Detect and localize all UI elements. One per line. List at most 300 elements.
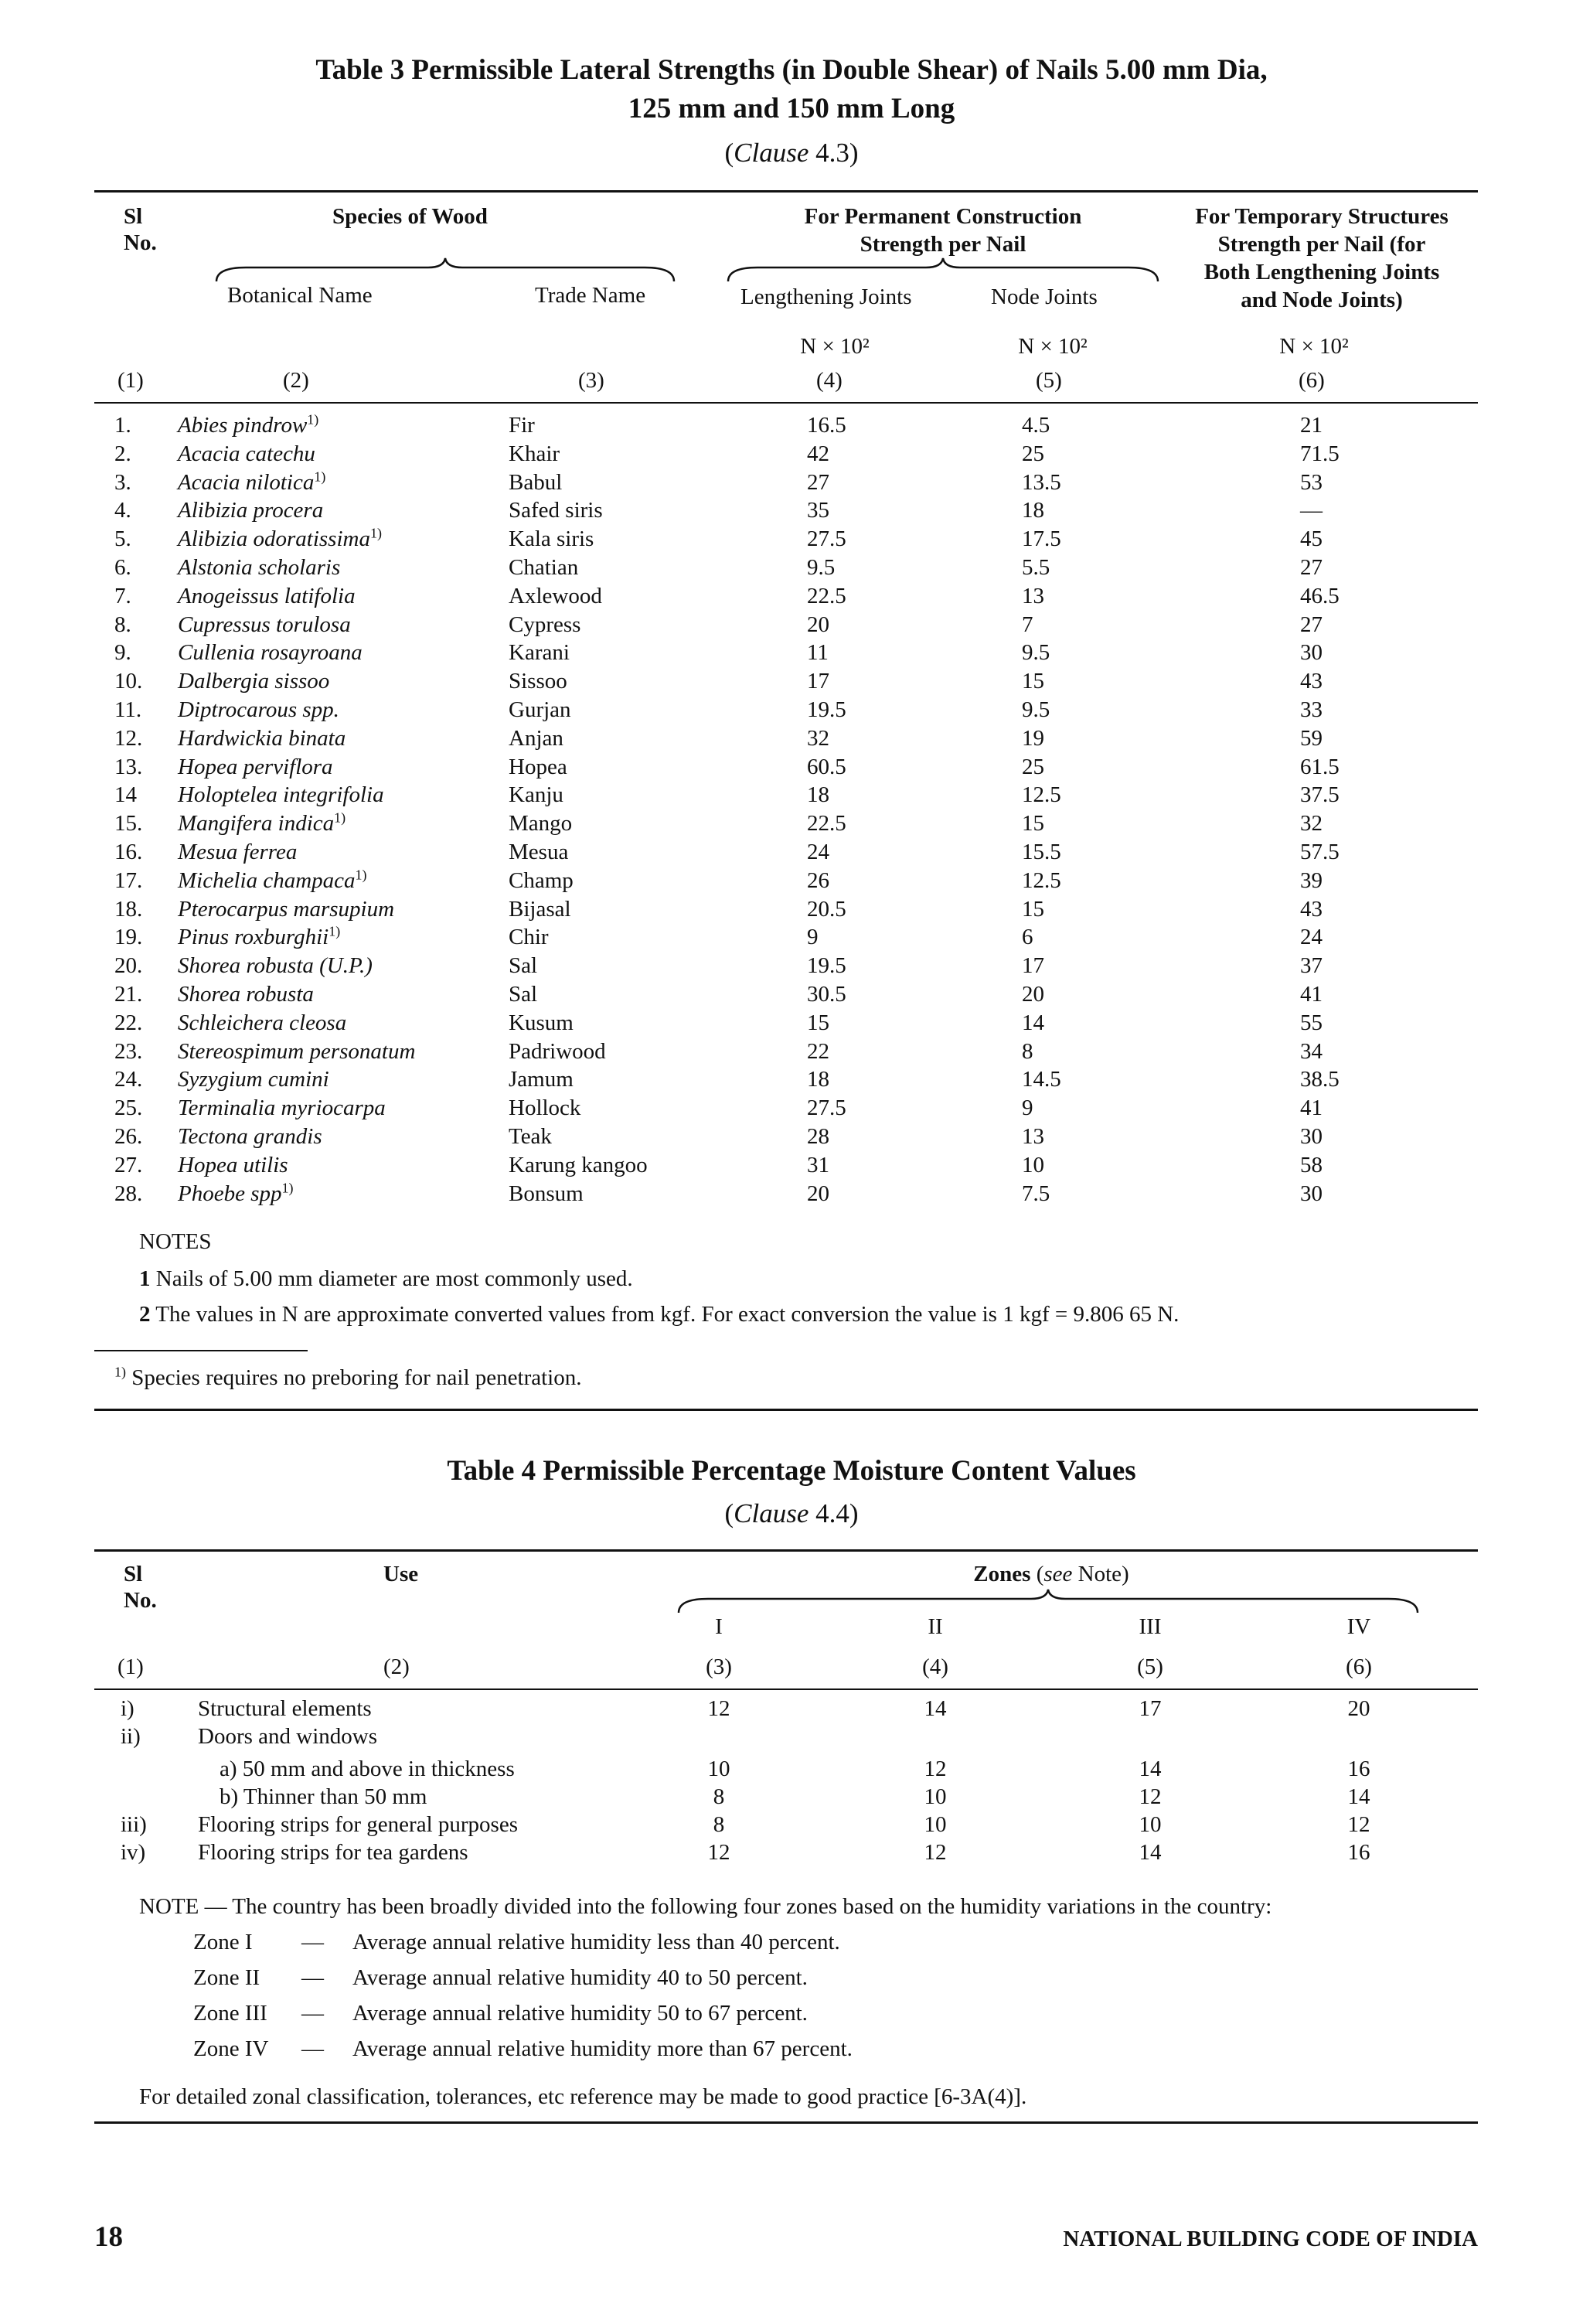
table-row	[0, 980, 1583, 1009]
use-text: Flooring strips for tea gardens	[198, 1840, 468, 1865]
lengthening-value: 24	[807, 840, 829, 864]
zone-description: Average annual relative humidity 40 to 50 percent.	[352, 1965, 808, 1990]
node-value: 13	[1022, 1124, 1044, 1149]
node-value: 15.5	[1022, 840, 1061, 864]
sl-number: 17.	[114, 868, 143, 893]
lengthening-value: 60.5	[807, 755, 846, 779]
zone-z1-value: 12	[707, 1696, 730, 1721]
t4-col-num-4: (4)	[922, 1654, 948, 1679]
lengthening-value: 27	[807, 470, 829, 495]
zone-z2-value: 12	[924, 1840, 947, 1865]
node-value: 13	[1022, 584, 1044, 608]
sl-number: 1.	[114, 413, 131, 438]
temporary-value: 57.5	[1300, 840, 1340, 864]
zone-z3-value: 10	[1139, 1812, 1162, 1837]
botanical-name-text: Alibizia odoratissima	[178, 526, 370, 551]
botanical-name	[178, 525, 382, 554]
temporary-value: 61.5	[1300, 755, 1340, 779]
botanical-name	[178, 469, 325, 497]
table-row	[0, 1755, 1583, 1784]
use-text: Structural elements	[198, 1696, 372, 1721]
botanical-name	[178, 781, 384, 809]
table-row	[0, 895, 1583, 924]
botanical-name-text: Alstonia scholaris	[178, 555, 341, 580]
botanical-name-text: Anogeissus latifolia	[178, 584, 356, 608]
botanical-name-text: Acacia nilotica	[178, 470, 315, 495]
table-row	[0, 1038, 1583, 1066]
node-value: 9.5	[1022, 640, 1050, 665]
table-row	[0, 867, 1583, 895]
sl-number: 18.	[114, 897, 143, 922]
trade-name: Chatian	[509, 555, 579, 580]
lengthening-value: 32	[807, 726, 829, 751]
use-text: Flooring strips for general purposes	[198, 1812, 518, 1837]
zone-label: Zone II	[193, 1965, 260, 1990]
lengthening-value: 42	[807, 441, 829, 466]
use-text: Doors and windows	[198, 1724, 377, 1749]
temporary-value: 43	[1300, 669, 1323, 693]
trade-name: Axlewood	[509, 584, 602, 608]
node-value: 25	[1022, 755, 1044, 779]
botanical-name-text: Alibizia procera	[178, 498, 324, 523]
botanical-name-text: Abies pindrow	[178, 413, 308, 438]
zone-z2-value: 14	[924, 1696, 947, 1721]
node-value: 14	[1022, 1010, 1044, 1035]
node-value: 5.5	[1022, 555, 1050, 580]
trade-name: Bonsum	[509, 1181, 584, 1206]
trade-name: Anjan	[509, 726, 563, 751]
botanical-name-text: Acacia catechu	[178, 441, 315, 466]
table4-clause: (Clause 4.4)	[724, 1498, 859, 1528]
lengthening-value: 9	[807, 925, 819, 949]
lengthening-value: 11	[807, 640, 829, 665]
zone-dash: —	[301, 1930, 324, 1954]
trade-name: Jamum	[509, 1067, 574, 1092]
sl-number: 22.	[114, 1010, 143, 1035]
footnote-mark: 1)	[307, 411, 319, 428]
table3-notes-title: NOTES	[139, 1229, 212, 1254]
footnote-rule	[94, 1350, 308, 1351]
botanical-name-text: Phoebe spp	[178, 1181, 282, 1206]
node-value: 7.5	[1022, 1181, 1050, 1206]
unit-node: N × 10²	[1018, 334, 1088, 359]
table-row	[0, 809, 1583, 838]
botanical-name-text: Stereospimum personatum	[178, 1039, 416, 1064]
temporary-value: 46.5	[1300, 584, 1340, 608]
col-num-6: (6)	[1299, 368, 1325, 393]
botanical-name	[178, 1094, 386, 1123]
temporary-value: 43	[1300, 897, 1323, 922]
zone-z1-value: 8	[713, 1784, 725, 1809]
zone-list-item	[0, 1964, 1583, 1992]
botanical-name	[178, 838, 297, 867]
sl-number: 13.	[114, 755, 143, 779]
unit-lengthening: N × 10²	[800, 334, 870, 359]
zone-z3-value: 14	[1139, 1840, 1162, 1865]
temporary-value: 59	[1300, 726, 1323, 751]
zone-list-item	[0, 1999, 1583, 2028]
table-row	[0, 1783, 1583, 1811]
trade-name: Teak	[509, 1124, 552, 1149]
table4-title: Table 4 Permissible Percentage Moisture Content Values	[447, 1455, 1136, 1487]
botanical-name-text: Hopea utilis	[178, 1153, 288, 1177]
temporary-value: 53	[1300, 470, 1323, 495]
sl-number: 24.	[114, 1067, 143, 1092]
trade-name: Mesua	[509, 840, 569, 864]
zone-z4-value: 16	[1347, 1840, 1370, 1865]
table-row	[0, 696, 1583, 724]
zone-dash: —	[301, 1965, 324, 1990]
botanical-name-text: Holoptelea integrifolia	[178, 782, 384, 807]
zone-z4-value: 12	[1347, 1812, 1370, 1837]
botanical-name	[178, 1065, 329, 1094]
lengthening-value: 16.5	[807, 413, 846, 438]
temporary-value: 34	[1300, 1039, 1323, 1064]
zone-z3-value: 14	[1139, 1757, 1162, 1781]
botanical-name-text: Dalbergia sissoo	[178, 669, 330, 693]
trade-name: Cypress	[509, 612, 581, 637]
page-number: 18	[94, 2221, 123, 2253]
footnote-mark: 1)	[281, 1180, 294, 1196]
table3-note-1: 1 Nails of 5.00 mm diameter are most commonly used.	[139, 1266, 633, 1291]
lengthening-value: 17	[807, 669, 829, 693]
lengthening-value: 20	[807, 1181, 829, 1206]
temporary-value: 41	[1300, 1096, 1323, 1120]
botanical-name	[178, 753, 333, 782]
zone-z1-value: 12	[707, 1840, 730, 1865]
trade-name: Safed siris	[509, 498, 603, 523]
node-value: 8	[1022, 1039, 1033, 1064]
table-row	[0, 724, 1583, 753]
lengthening-value: 26	[807, 868, 829, 893]
trade-name: Karung kangoo	[509, 1153, 648, 1177]
botanical-name	[178, 952, 373, 980]
botanical-name	[178, 639, 363, 667]
table3-bottom-rule	[94, 1409, 1478, 1411]
footnote-mark: 1)	[369, 525, 382, 541]
sl-number: 23.	[114, 1039, 143, 1064]
temporary-value: 37	[1300, 953, 1323, 978]
lengthening-value: 22.5	[807, 584, 846, 608]
table3-header-sl: Sl	[124, 204, 143, 229]
lengthening-value: 27.5	[807, 1096, 846, 1120]
temporary-value: 24	[1300, 925, 1323, 949]
table-row	[0, 1065, 1583, 1094]
zone-head-3: III	[1139, 1614, 1162, 1639]
table-row	[0, 1151, 1583, 1180]
table-row	[0, 1094, 1583, 1123]
zone-z4-value: 16	[1347, 1757, 1370, 1781]
permanent-brace	[727, 257, 1159, 285]
sl-number: 4.	[114, 498, 131, 523]
trade-name: Kanju	[509, 782, 563, 807]
temporary-value: 30	[1300, 640, 1323, 665]
table3-clause: (Clause 4.3)	[724, 138, 859, 168]
botanical-name	[178, 411, 318, 440]
zone-list-item	[0, 2035, 1583, 2063]
table3-header-trade: Trade Name	[535, 283, 646, 308]
botanical-name	[178, 582, 356, 611]
col-num-1: (1)	[117, 368, 144, 393]
trade-name: Mango	[509, 811, 573, 836]
table-row	[0, 554, 1583, 582]
zone-description: Average annual relative humidity more than 67 percent.	[352, 2036, 853, 2061]
table-row	[0, 639, 1583, 667]
lengthening-value: 19.5	[807, 953, 846, 978]
sl-number: 3.	[114, 470, 131, 495]
t4-col-num-2: (2)	[383, 1654, 410, 1679]
table-row	[0, 411, 1583, 440]
zone-z3-value: 12	[1139, 1784, 1162, 1809]
node-value: 15	[1022, 811, 1044, 836]
botanical-name	[178, 1180, 294, 1208]
botanical-name-text: Pinus roxburghii	[178, 925, 329, 949]
table3-header-lengthening: Lengthening Joints	[740, 285, 912, 309]
sl-number: 16.	[114, 840, 143, 864]
botanical-name-text: Schleichera cleosa	[178, 1010, 347, 1035]
table3-header-temporary-1: For Temporary Structures	[1195, 204, 1449, 229]
table4-top-rule	[94, 1549, 1478, 1552]
table4-header-sl: Sl	[124, 1562, 143, 1586]
table-row	[0, 469, 1583, 497]
lengthening-value: 18	[807, 1067, 829, 1092]
zone-dash: —	[301, 2036, 324, 2061]
table-row	[0, 1811, 1583, 1839]
table-row	[0, 753, 1583, 782]
table-row	[0, 1123, 1583, 1151]
table3-header-rule	[94, 402, 1478, 404]
table-row	[0, 611, 1583, 639]
table-row	[0, 440, 1583, 469]
node-value: 18	[1022, 498, 1044, 523]
table-row	[0, 923, 1583, 952]
table3-footnote: $^{1)}$ Species requires no preboring for nail penetration.	[114, 1364, 582, 1390]
table-row	[0, 838, 1583, 867]
table4-note-intro: NOTE — The country has been broadly divided into the following four zones based on the humidity variations in the country:	[139, 1894, 1272, 1919]
botanical-name	[178, 667, 329, 696]
use-text: b) Thinner than 50 mm	[220, 1784, 427, 1809]
zone-label: Zone III	[193, 2001, 267, 2026]
temporary-value: 39	[1300, 868, 1323, 893]
sl-number: 8.	[114, 612, 131, 637]
table3-top-rule	[94, 190, 1478, 193]
lengthening-value: 19.5	[807, 697, 846, 722]
table-row	[0, 1009, 1583, 1038]
zone-z4-value: 20	[1347, 1696, 1370, 1721]
sl-number: 14	[114, 782, 137, 807]
temporary-value: 27	[1300, 555, 1323, 580]
trade-name: Gurjan	[509, 697, 571, 722]
t4-col-num-6: (6)	[1346, 1654, 1372, 1679]
table-row	[0, 952, 1583, 980]
node-value: 10	[1022, 1153, 1044, 1177]
trade-name: Champ	[509, 868, 574, 893]
table4-bottom-rule	[94, 2121, 1478, 2124]
botanical-name	[178, 1123, 322, 1151]
trade-name: Sal	[509, 982, 538, 1007]
zone-label: Zone I	[193, 1930, 253, 1954]
botanical-name	[178, 867, 367, 895]
sl-number: iii)	[121, 1812, 147, 1837]
sl-number: 26.	[114, 1124, 143, 1149]
sl-number: 27.	[114, 1153, 143, 1177]
trade-name: Chir	[509, 925, 549, 949]
sl-number: 6.	[114, 555, 131, 580]
table3-note-2: 2 The values in N are approximate converted values from kgf. For exact conversion the value is 1 kgf = 9.806 65 N.	[139, 1302, 1180, 1327]
botanical-name-text: Hardwickia binata	[178, 726, 346, 751]
zone-dash: —	[301, 2001, 324, 2026]
table-row	[0, 1695, 1583, 1723]
table3-header-temporary-4: and Node Joints)	[1241, 288, 1403, 312]
zone-z3-value: 17	[1139, 1696, 1162, 1721]
sl-number: 7.	[114, 584, 131, 608]
table3-header-permanent-1: For Permanent Construction	[804, 204, 1082, 229]
botanical-name-text: Michelia champaca	[178, 868, 356, 893]
footnote-mark: 1)	[334, 809, 346, 826]
botanical-name	[178, 1038, 415, 1066]
botanical-name-text: Pterocarpus marsupium	[178, 897, 395, 922]
node-value: 7	[1022, 612, 1033, 637]
node-value: 4.5	[1022, 413, 1050, 438]
zone-head-4: IV	[1346, 1614, 1371, 1639]
col-num-3: (3)	[578, 368, 604, 393]
sl-number: ii)	[121, 1724, 141, 1749]
botanical-name-text: Diptrocarous spp.	[178, 697, 339, 722]
zone-head-1: I	[715, 1614, 723, 1639]
zone-z1-value: 8	[713, 1812, 725, 1837]
table3-header-no: No.	[124, 230, 157, 255]
t4-col-num-1: (1)	[117, 1654, 144, 1679]
col-num-2: (2)	[283, 368, 309, 393]
node-value: 17	[1022, 953, 1044, 978]
temporary-value: 27	[1300, 612, 1323, 637]
botanical-name-text: Shorea robusta	[178, 982, 314, 1007]
temporary-value: 33	[1300, 697, 1323, 722]
node-value: 13.5	[1022, 470, 1061, 495]
node-value: 19	[1022, 726, 1044, 751]
zone-z2-value: 10	[924, 1784, 947, 1809]
table-row	[0, 1838, 1583, 1867]
zone-head-2: II	[928, 1614, 943, 1639]
botanical-name-text: Mangifera indica	[178, 811, 335, 836]
publication-name: NATIONAL BUILDING CODE OF INDIA	[1063, 2227, 1478, 2251]
botanical-name-text: Terminalia myriocarpa	[178, 1096, 386, 1120]
sl-number: 28.	[114, 1181, 143, 1206]
trade-name: Fir	[509, 413, 535, 438]
botanical-name	[178, 496, 323, 525]
trade-name: Bijasal	[509, 897, 571, 922]
botanical-name	[178, 1151, 288, 1180]
sl-number: 11.	[114, 697, 142, 722]
trade-name: Karani	[509, 640, 570, 665]
table3-title-line1: Table 3 Permissible Lateral Strengths (in Double Shear) of Nails 5.00 mm Dia,	[315, 54, 1268, 86]
temporary-value: 30	[1300, 1124, 1323, 1149]
temporary-value: 45	[1300, 526, 1323, 551]
lengthening-value: 20.5	[807, 897, 846, 922]
col-num-4: (4)	[816, 368, 843, 393]
sl-number: 2.	[114, 441, 131, 466]
node-value: 12.5	[1022, 782, 1061, 807]
trade-name: Khair	[509, 441, 560, 466]
zone-z2-value: 10	[924, 1812, 947, 1837]
footnote-mark: 1)	[329, 923, 341, 939]
botanical-name-text: Cullenia rosayroana	[178, 640, 363, 665]
table-row	[0, 496, 1583, 525]
botanical-name	[178, 696, 339, 724]
botanical-name-text: Mesua ferrea	[178, 840, 298, 864]
sl-number: 15.	[114, 811, 143, 836]
temporary-value: 71.5	[1300, 441, 1340, 466]
temporary-value: —	[1300, 498, 1323, 523]
trade-name: Kala siris	[509, 526, 594, 551]
table4-header-no: No.	[124, 1588, 157, 1613]
lengthening-value: 20	[807, 612, 829, 637]
node-value: 25	[1022, 441, 1044, 466]
col-num-5: (5)	[1036, 368, 1062, 393]
temporary-value: 21	[1300, 413, 1323, 438]
zone-list-item	[0, 1928, 1583, 1957]
botanical-name	[178, 809, 346, 838]
footnote-mark: 1)	[355, 867, 367, 883]
botanical-name-text: Hopea perviflora	[178, 755, 333, 779]
botanical-name	[178, 611, 351, 639]
sl-number: 20.	[114, 953, 143, 978]
node-value: 14.5	[1022, 1067, 1061, 1092]
temporary-value: 58	[1300, 1153, 1323, 1177]
table-row	[0, 582, 1583, 611]
lengthening-value: 18	[807, 782, 829, 807]
table3-header-temporary-2: Strength per Nail (for	[1217, 232, 1426, 257]
trade-name: Hollock	[509, 1096, 581, 1120]
trade-name: Kusum	[509, 1010, 574, 1035]
footnote-mark: 1)	[314, 469, 326, 485]
botanical-name-text: Tectona grandis	[178, 1124, 322, 1149]
lengthening-value: 15	[807, 1010, 829, 1035]
table-row	[0, 781, 1583, 809]
lengthening-value: 22	[807, 1039, 829, 1064]
sl-number: iv)	[121, 1840, 146, 1865]
node-value: 9.5	[1022, 697, 1050, 722]
lengthening-value: 22.5	[807, 811, 846, 836]
use-text: a) 50 mm and above in thickness	[220, 1757, 515, 1781]
table3-title-line2: 125 mm and 150 mm Long	[628, 93, 955, 124]
zone-z1-value: 10	[707, 1757, 730, 1781]
lengthening-value: 30.5	[807, 982, 846, 1007]
trade-name: Sal	[509, 953, 538, 978]
trade-name: Sissoo	[509, 669, 567, 693]
sl-number: i)	[121, 1696, 134, 1721]
species-brace	[215, 257, 676, 285]
botanical-name	[178, 980, 314, 1009]
sl-number: 12.	[114, 726, 143, 751]
lengthening-value: 28	[807, 1124, 829, 1149]
t4-col-num-5: (5)	[1137, 1654, 1163, 1679]
lengthening-value: 9.5	[807, 555, 836, 580]
node-value: 9	[1022, 1096, 1033, 1120]
sl-number: 19.	[114, 925, 143, 949]
table-row	[0, 1180, 1583, 1208]
table4-header-rule	[94, 1688, 1478, 1690]
table-row	[0, 667, 1583, 696]
t4-col-num-3: (3)	[706, 1654, 732, 1679]
table3-header-species: Species of Wood	[332, 204, 488, 229]
sl-number: 21.	[114, 982, 143, 1007]
temporary-value: 30	[1300, 1181, 1323, 1206]
node-value: 12.5	[1022, 868, 1061, 893]
botanical-name	[178, 724, 346, 753]
sl-number: 9.	[114, 640, 131, 665]
botanical-name	[178, 440, 315, 469]
